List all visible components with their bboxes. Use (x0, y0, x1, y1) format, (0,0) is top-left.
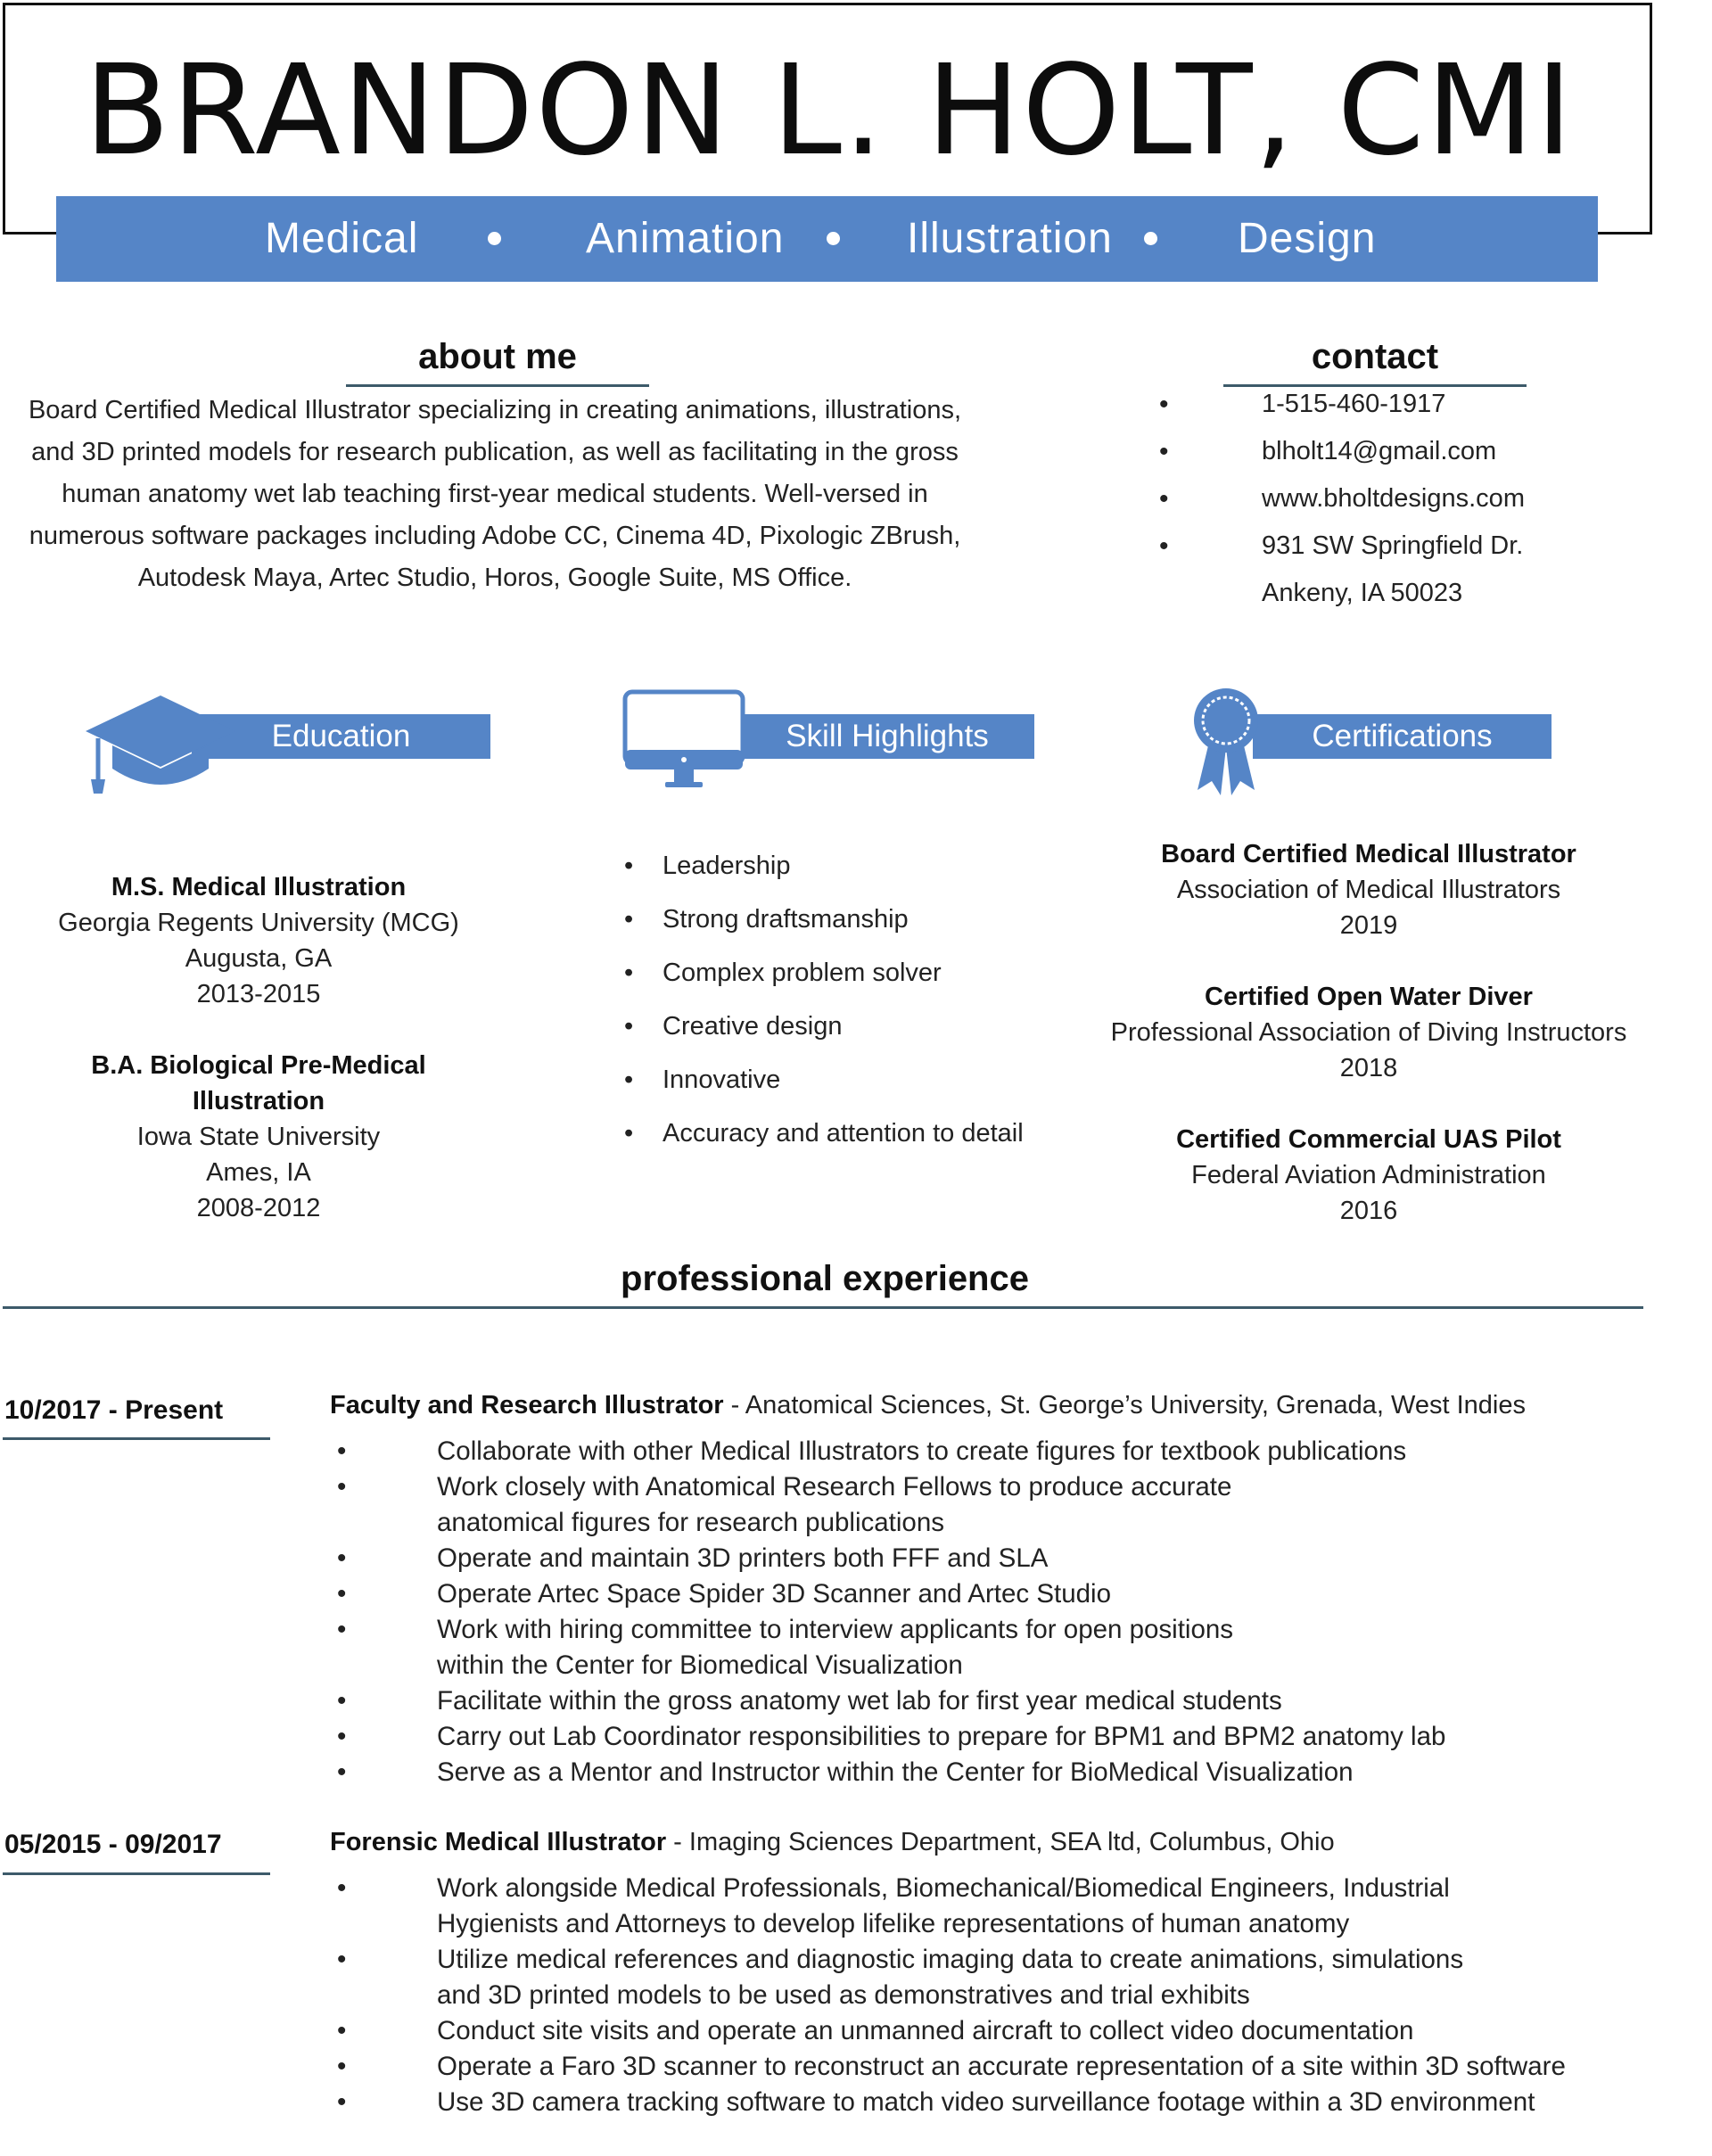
about-text: Board Certified Medical Illustrator specializing in creating animations, illustrations, and 3D printed models for research publication, as well as facilitating in the gross human anatomy wet lab teaching first-year medical students. Well-versed in numerous software packages including Adobe CC, Cinema 4D, Pixologic ZBrush, Autodesk Maya, Artec Studio, Horos, Google Suite, MS Office. (28, 396, 962, 592)
skill-item: • Strong draftsmanship (624, 905, 909, 934)
monitor-icon (622, 689, 747, 801)
skill-item: • Accuracy and attention to detail (624, 1119, 1024, 1148)
graduation-cap-icon (78, 694, 239, 801)
separator-dot (827, 232, 840, 245)
education-location: Ames, IA (206, 1158, 311, 1187)
certification-year: 2018 (1339, 1054, 1398, 1082)
job-bullet: • Carry out Lab Coordinator responsibilities to prepare for BPM1 and BPM2 anatomy lab (337, 1722, 1446, 1751)
job-bullet: • Collaborate with other Medical Illustrators to create figures for textbook publications (337, 1436, 1407, 1466)
certification-entries (1106, 836, 1632, 1229)
certification-org: Association of Medical Illustrators (1176, 876, 1561, 904)
education-school: Iowa State University (136, 1123, 381, 1151)
education-entries (36, 869, 482, 1226)
contact-city: Ankeny, IA 50023 (1262, 579, 1463, 607)
job-title: Faculty and Research Illustrator - Anatomical Sciences, St. George’s University, Grenada, West Indies (330, 1391, 1526, 1420)
job-bullet: • Operate and maintain 3D printers both FFF and SLA (337, 1543, 1049, 1573)
separator-dot (1144, 232, 1157, 245)
contact-rule (1223, 384, 1527, 387)
education-location: Augusta, GA (185, 944, 333, 973)
skill-item: • Complex problem solver (624, 959, 942, 987)
job-date-rule (3, 1437, 270, 1440)
skill-item: • Innovative (624, 1066, 781, 1094)
job-bullet: • Work with hiring committee to interview applicants for open positions within the Center for Biomedical Visualization (337, 1615, 1234, 1680)
contact-heading: contact (1311, 337, 1439, 376)
job-bullet: • Utilize medical references and diagnostic imaging data to create animations, simulations and 3D printed models to be used as demonstratives and trial exhibits (337, 1945, 1464, 2010)
job-bullet: • Operate Artec Space Spider 3D Scanner and Artec Studio (337, 1579, 1111, 1609)
job-bullet: • Conduct site visits and operate an unmanned aircraft to collect video documentation (337, 2016, 1414, 2045)
job-bullet: • Operate a Faro 3D scanner to reconstruct an accurate representation of a site within 3D software (337, 2052, 1566, 2081)
about-rule (346, 384, 649, 387)
separator-dot (488, 232, 501, 245)
education-degree: M.S. Medical Illustration (111, 873, 407, 901)
certification-title: Certified Open Water Diver (1205, 983, 1533, 1011)
certification-title: Certified Commercial UAS Pilot (1176, 1125, 1561, 1154)
job-bullet: • Work closely with Anatomical Research Fellows to produce accurate anatomical figures for research publications (337, 1472, 1232, 1537)
education-banner: Education (192, 714, 490, 759)
education-years: 2008-2012 (196, 1194, 321, 1222)
job-bullet: • Work alongside Medical Professionals, Biomechanical/Biomedical Engineers, Industrial Hygienists and Attorneys to develop lifelike representations of human anatomy (337, 1873, 1450, 1938)
certifications-banner: Certifications (1253, 714, 1552, 759)
experience-heading: professional experience (621, 1259, 1029, 1298)
job-bullets (330, 1871, 1605, 2120)
contact-website: • www.bholtdesigns.com (1159, 484, 1525, 514)
about-heading: about me (418, 337, 577, 376)
contact-list (1159, 390, 1560, 626)
skills-banner: Skill Highlights (740, 714, 1034, 759)
certification-org: Federal Aviation Administration (1191, 1161, 1546, 1189)
job-bullet: • Use 3D camera tracking software to match video surveillance footage within a 3D environment (337, 2087, 1535, 2117)
skill-item: • Creative design (624, 1012, 843, 1041)
education-years: 2013-2015 (196, 980, 321, 1008)
education-degree: B.A. Biological Pre-Medical Illustration (91, 1051, 426, 1115)
contact-email: • blholt14@gmail.com (1159, 437, 1497, 466)
job-date-rule (3, 1872, 270, 1875)
discipline-medical: Medical (265, 215, 419, 262)
certification-year: 2019 (1339, 911, 1398, 940)
certification-org: Professional Association of Diving Instructors (1110, 1018, 1627, 1047)
job-dates: 05/2015 - 09/2017 (4, 1830, 222, 1859)
experience-rule (3, 1306, 1643, 1309)
contact-phone: • 1-515-460-1917 (1159, 390, 1446, 419)
certification-title: Board Certified Medical Illustrator (1161, 840, 1576, 868)
job-dates: 10/2017 - Present (4, 1395, 224, 1425)
job-bullet: • Facilitate within the gross anatomy wet lab for first year medical students (337, 1686, 1282, 1716)
discipline-illustration: Illustration (907, 215, 1113, 262)
discipline-animation: Animation (586, 215, 785, 262)
job-title: Forensic Medical Illustrator - Imaging Sciences Department, SEA ltd, Columbus, Ohio (330, 1828, 1335, 1856)
page-title: BRANDON L. HOLT, CMI (84, 38, 1575, 184)
disciplines-band (56, 196, 1598, 282)
job-bullets (330, 1434, 1605, 1790)
contact-address: • 931 SW Springfield Dr. (1159, 531, 1524, 561)
certification-year: 2016 (1339, 1197, 1398, 1225)
education-school: Georgia Regents University (MCG) (58, 909, 459, 937)
award-ribbon-icon (1190, 685, 1262, 801)
job-bullet: • Serve as a Mentor and Instructor within the Center for BioMedical Visualization (337, 1757, 1354, 1787)
skill-item: • Leadership (624, 852, 791, 880)
discipline-design: Design (1238, 215, 1377, 262)
skills-list (624, 852, 1052, 1173)
